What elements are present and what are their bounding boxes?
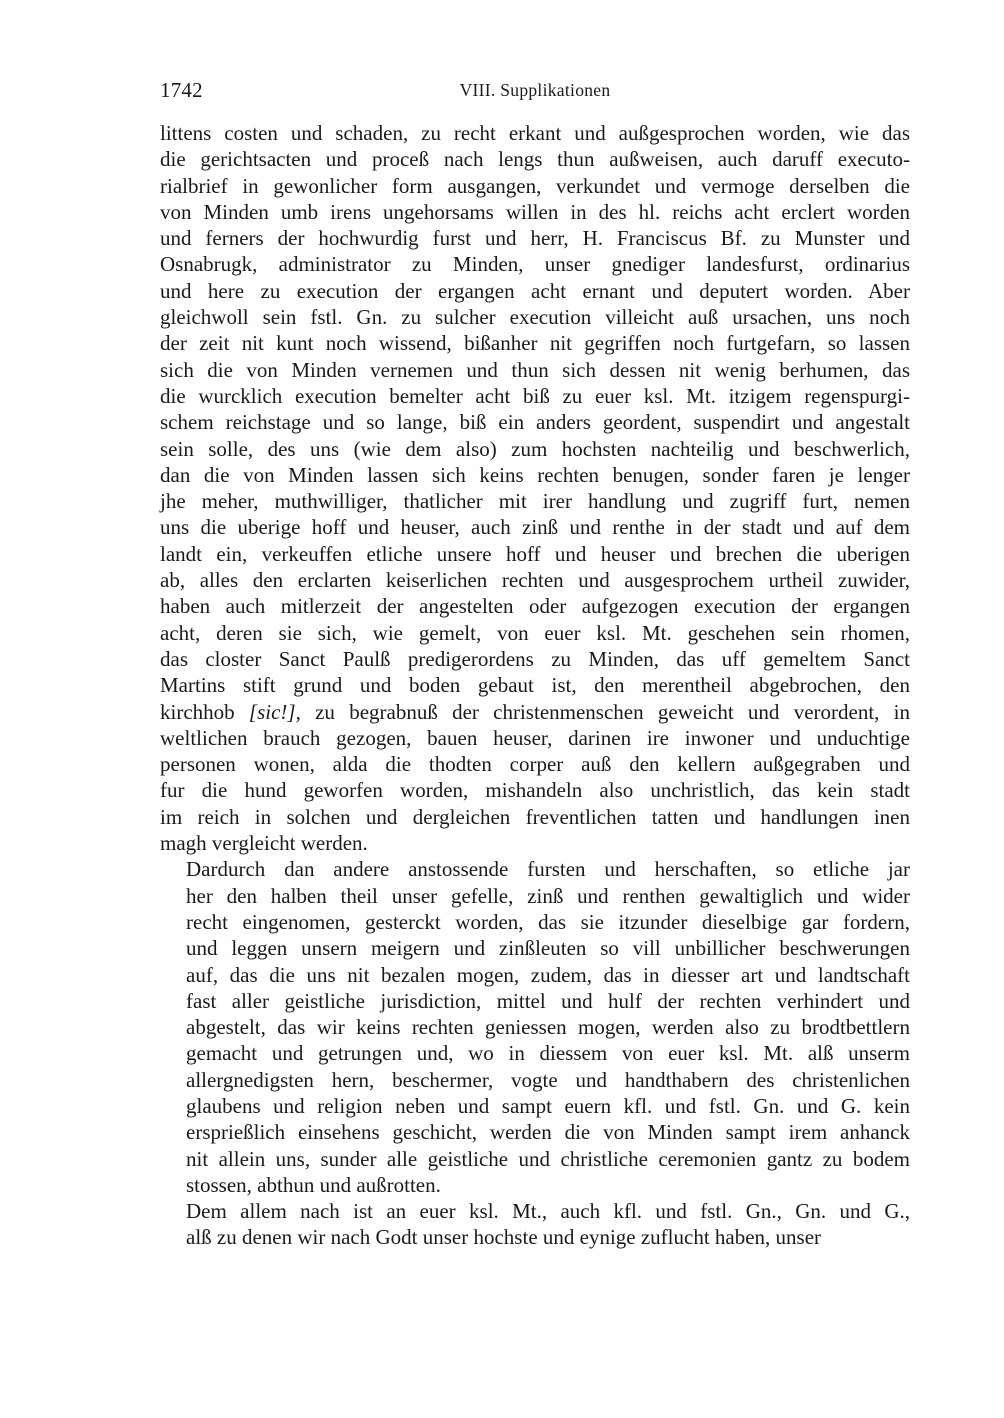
paragraph [160,120,910,856]
text-line: alß zu denen wir nach Godt unser hochste und eynige zuflucht haben, unser [186,1225,822,1250]
text-line: jhe meher, muthwilliger, thatlicher mit irer handlung und zugriff furt, nemen [160,489,910,514]
text-line: das closter Sanct Paulß predigerordens zu Minden, das uff gemeltem Sanct [160,646,910,671]
text-line: die gerichtsacten und proceß nach lengs thun außweisen, auch daruff executo- [160,147,910,172]
paragraph [160,856,910,1198]
text-line: allergnedigsten hern, beschermer, vogte und handthabern des christenlichen [186,1067,910,1092]
text-line: Dardurch dan andere anstossende fursten und herschaften, so etliche jar [186,857,910,882]
text-line: schem reichstage und so lange, biß ein anders geordent, suspendirt und angestalt [160,410,910,435]
text-line: recht eingenomen, gesterckt worden, das sie itzunder dieselbige gar fordern, [186,909,910,934]
text-line: Martins stift grund und boden gebaut ist, den merentheil abgebrochen, den [160,673,910,698]
text-line: fast aller geistliche jurisdiction, mittel und hulf der rechten verhindert und [186,988,910,1013]
text-line: haben auch mitlerzeit der angestelten oder aufgezogen execution der ergangen [160,594,910,619]
text-line: die wurcklich execution bemelter acht biß zu euer ksl. Mt. itzigem regenspurgi- [160,383,910,408]
text-line: Dem allem nach ist an euer ksl. Mt., auch kfl. und fstl. Gn., Gn. und G., [186,1199,910,1224]
text-line: Osnabrugk, administrator zu Minden, unser gnediger landesfurst, ordinarius [160,252,910,277]
page-number: 1742 [160,78,203,102]
sic-annotation: [sic!] [248,699,296,724]
text-line: uns die uberige hoff und heuser, auch zinß und renthe in der stadt und auf dem [160,515,910,540]
text-line: sich die von Minden vernemen und thun sich dessen nit wenig berhumen, das [160,357,910,382]
text-line: personen wonen, alda die thodten corper auß den kellern außgegraben und [160,752,910,777]
text-line: littens costen und schaden, zu recht erkant und außgesprochen worden, wie das [160,121,910,145]
text-line: weltlichen brauch gezogen, bauen heuser, darinen ire inwoner und unduchtige [160,725,910,750]
text-line: gleichwoll sein fstl. Gn. zu sulcher execution villeicht auß ursachen, uns noch [160,305,910,330]
text-line: abgestelt, das wir keins rechten geniessen mogen, werden also zu brodtbettlern [186,1015,910,1040]
text-line: dan die von Minden lassen sich keins rechten benugen, sonder faren je lenger [160,462,910,487]
text-line: auf, das die uns nit bezalen mogen, zudem, das in diesser art und landtschaft [186,962,910,987]
text-line: rialbrief in gewonlicher form ausgangen, verkundet und vermoge derselben die [160,173,910,198]
text-line: her den halben theil unser gefelle, zinß und renthen gewaltiglich und wider [186,883,910,908]
text-line: ersprießlich einsehens geschicht, werden die von Minden sampt irem anhanck [186,1120,910,1145]
text-line: landt ein, verkeuffen etliche unsere hoff und heuser und brechen die uberigen [160,541,910,566]
text-line: glaubens und religion neben und sampt euern kfl. und fstl. Gn. und G. kein [186,1093,910,1118]
text-line: acht, deren sie sich, wie gemelt, von euer ksl. Mt. geschehen sein rhomen, [160,620,910,645]
running-head: VIII. Supplikationen [459,80,611,100]
text-line: stossen, abthun und außrotten. [186,1172,441,1197]
body-text [160,120,910,1251]
text-line: kirchhob [sic!], zu begrabnuß der christenmenschen geweicht und verordent, in [160,699,910,724]
text-line: der zeit nit kunt noch wissend, bißanher nit gegriffen noch furtgefarn, so lassen [160,331,910,356]
text-line: im reich in solchen und dergleichen freventlichen tatten und handlungen inen [160,804,910,829]
text-line: und leggen unsern meigern und zinßleuten so vill unbillicher beschwerungen [186,936,910,961]
text-line: gemacht und getrungen und, wo in diessem von euer ksl. Mt. alß unserm [186,1041,910,1066]
text-line: und ferners der hochwurdig furst und herr, H. Franciscus Bf. zu Munster und [160,226,910,251]
page-header [160,78,910,108]
paragraph [160,1198,910,1251]
text-line: ab, alles den erclarten keiserlichen rechten und ausgesprochem urtheil zuwider, [160,568,910,593]
text-line: von Minden umb irens ungehorsams willen in des hl. reichs acht erclert worden [160,199,910,224]
text-line: magh vergleicht werden. [160,831,368,856]
text-line: sein solle, des uns (wie dem also) zum hochsten nachteilig und beschwerlich, [160,436,910,461]
text-line: nit allein uns, sunder alle geistliche und christliche ceremonien gantz zu bodem [186,1146,910,1171]
text-line: und here zu execution der ergangen acht ernant und deputert worden. Aber [160,278,910,303]
text-line: fur die hund geworfen worden, mishandeln also unchristlich, das kein stadt [160,778,910,803]
